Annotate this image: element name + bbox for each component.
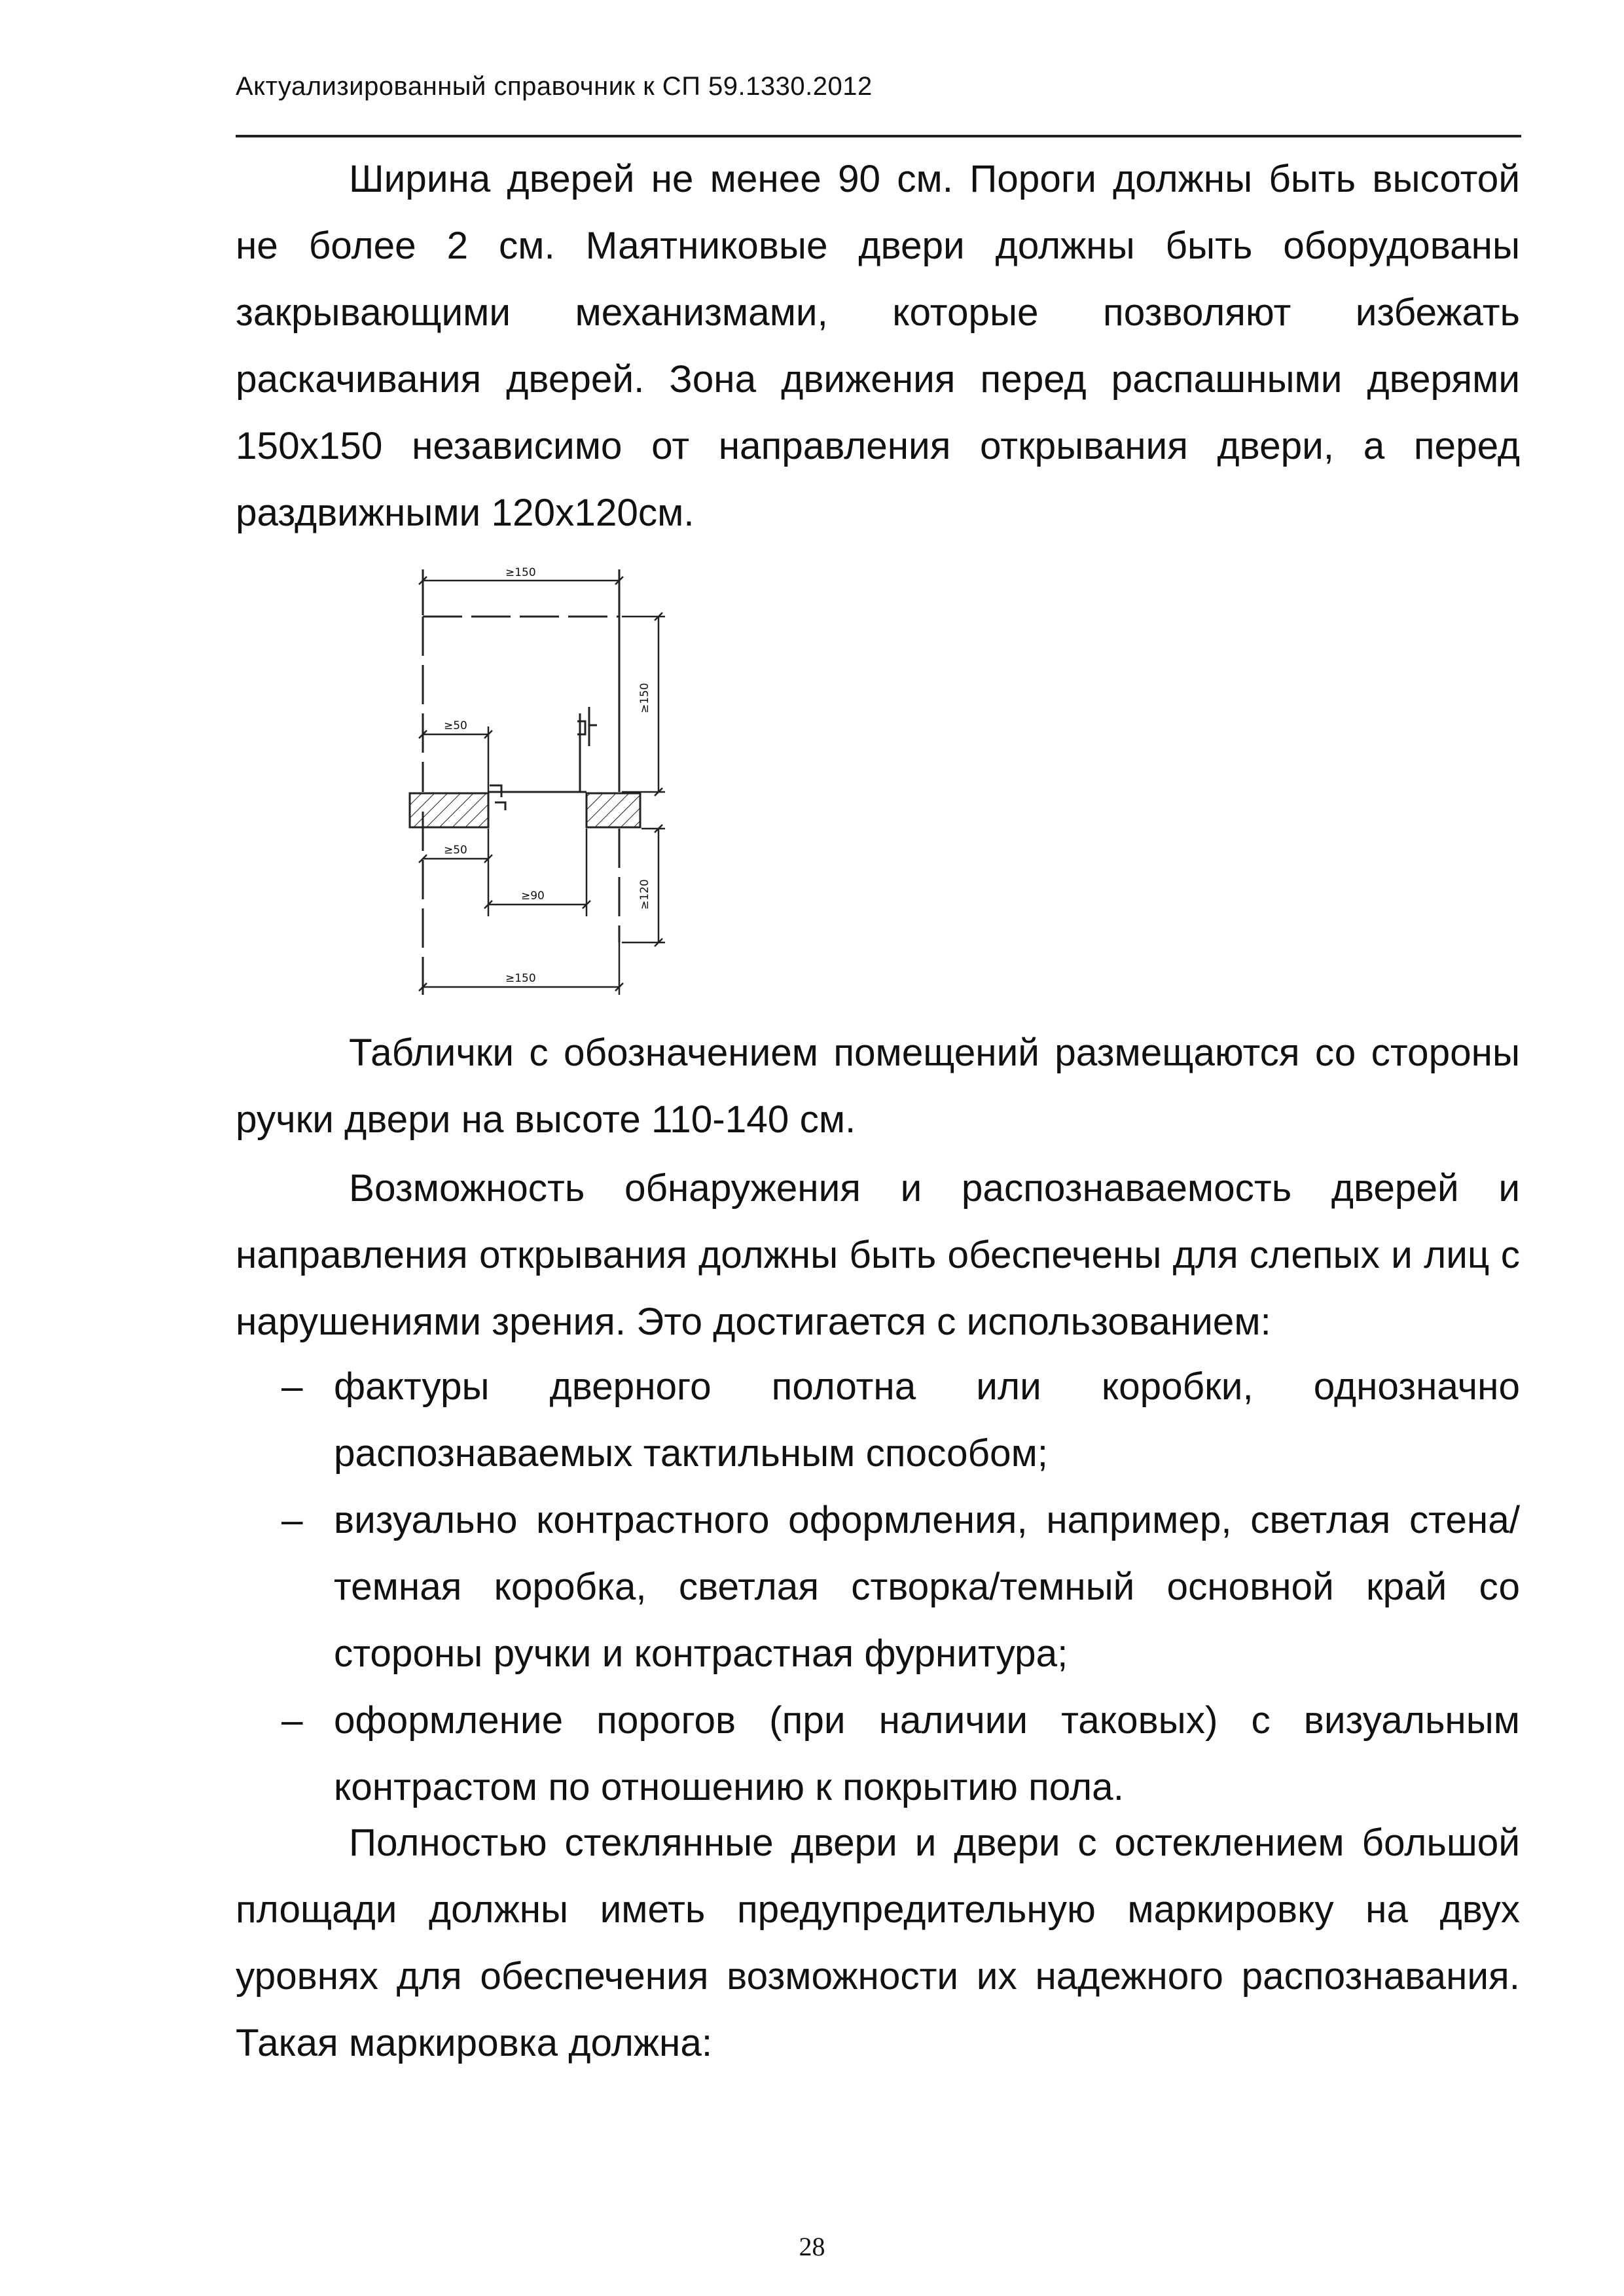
dim-top-label: ≥150 [505, 566, 536, 579]
door-clearance-svg [367, 550, 707, 1008]
wall-right-segment [586, 793, 640, 827]
page-number: 28 [799, 2232, 825, 2261]
list-item [236, 1354, 1520, 1487]
paragraph-door-detection [236, 1155, 1520, 1355]
dim-left-lower-label: ≥50 [444, 844, 467, 857]
paragraph-door-width [236, 146, 1520, 547]
dim-right-upper-label: ≥150 [638, 683, 651, 713]
door-clearance-drawing [367, 550, 707, 1008]
list-item-text: визуально контрастного оформления, например, светлая стена/темная коробка, светлая створка/темный основной край со стороны ручки и контрастная фурнитура; [334, 1499, 1520, 1675]
list-dash-marker: – [281, 1499, 303, 1541]
running-header: Актуализированный справочник к СП 59.1330.2012 [236, 72, 873, 101]
paragraph-room-signs-text: Таблички с обозначением помещений размещаются со стороны ручки двери на высоте 110-140 см. [236, 1031, 1520, 1141]
list-dash-marker: – [281, 1365, 303, 1408]
paragraph-door-width-text: Ширина дверей не менее 90 см. Пороги должны быть высотой не более 2 см. Маятниковые двери должны быть оборудованы закрывающими механизмами, которые позволяют избежать раскачивания дверей. Зона движения перед распашными дверями 150x150 независимо от направления открывания двери, а перед раздвижными 120x120см. [236, 158, 1520, 534]
dim-left-upper-label: ≥50 [444, 719, 467, 732]
dim-right-lower-label: ≥120 [638, 879, 651, 910]
list-item-text: оформление порогов (при наличии таковых) с визуальным контрастом по отношению к покрытию пола. [334, 1699, 1520, 1808]
list-item-text: фактуры дверного полотна или коробки, однозначно распознаваемых тактильным способом; [334, 1365, 1520, 1475]
paragraph-room-signs [236, 1020, 1520, 1153]
list-item [236, 1687, 1520, 1821]
list-dash-marker: – [281, 1699, 303, 1742]
wall-left-segment [410, 793, 488, 827]
header-divider [236, 135, 1521, 137]
list-item [236, 1487, 1520, 1687]
paragraph-door-detection-text: Возможность обнаружения и распознаваемость дверей и направления открывания должны быть обеспечены для слепых и лиц с нарушениями зрения. Это достигается с использованием: [236, 1167, 1520, 1343]
dim-bottom-label: ≥150 [505, 972, 536, 985]
dim-door-width-label: ≥90 [521, 889, 545, 903]
paragraph-glass-doors-text: Полностью стеклянные двери и двери с остеклением большой площади должны иметь предупредительную маркировку на двух уровнях для обеспечения возможности их надежного распознавания. Такая маркировка должна: [236, 1821, 1520, 2064]
paragraph-glass-doors [236, 1810, 1520, 2077]
